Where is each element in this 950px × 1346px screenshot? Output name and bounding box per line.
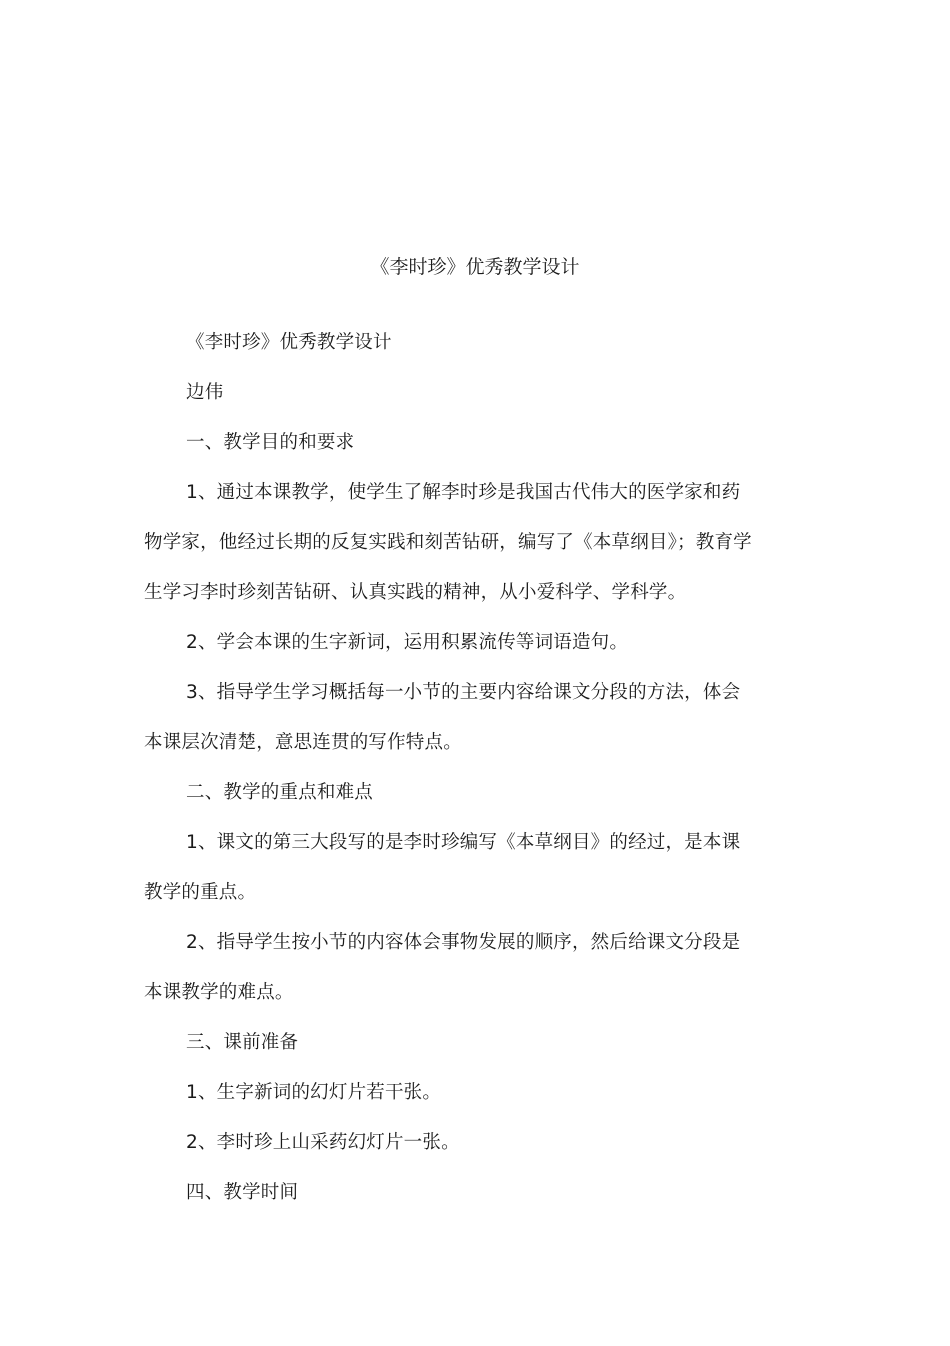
paragraph: 2、指导学生按小节的内容体会事物发展的顺序，然后给课文分段是本课教学的难点。 [144,932,741,1003]
section-heading-2: 二、教学的重点和难点 [186,782,374,803]
paragraph: 1、课文的第三大段写的是李时珍编写《本草纲目》的经过，是本课教学的重点。 [144,832,741,903]
paragraph: 2、李时珍上山采药幻灯片一张。 [186,1132,460,1153]
paragraph: 3、指导学生学习概括每一小节的主要内容给课文分段的方法，体会本课层次清楚，意思连贯的写作特点。 [144,682,741,753]
document-body [144,318,754,1218]
section-heading-3: 三、课前准备 [186,1032,299,1053]
author: 边伟 [186,382,224,403]
subtitle: 《李时珍》优秀教学设计 [186,332,392,353]
paragraph: 1、通过本课教学，使学生了解李时珍是我国古代伟大的医学家和药物学家，他经过长期的反复实践和刻苦钻研，编写了《本草纲目》；教育学生学习李时珍刻苦钻研、认真实践的精神，从小爱科学、学科学。 [144,482,752,603]
document-title: 《李时珍》优秀教学设计 [370,256,580,278]
paragraph: 2、学会本课的生字新词，运用积累流传等词语造句。 [186,632,629,653]
section-heading-4: 四、教学时间 [186,1182,299,1203]
paragraph: 1、生字新词的幻灯片若干张。 [186,1082,442,1103]
section-heading-1: 一、教学目的和要求 [186,432,355,453]
